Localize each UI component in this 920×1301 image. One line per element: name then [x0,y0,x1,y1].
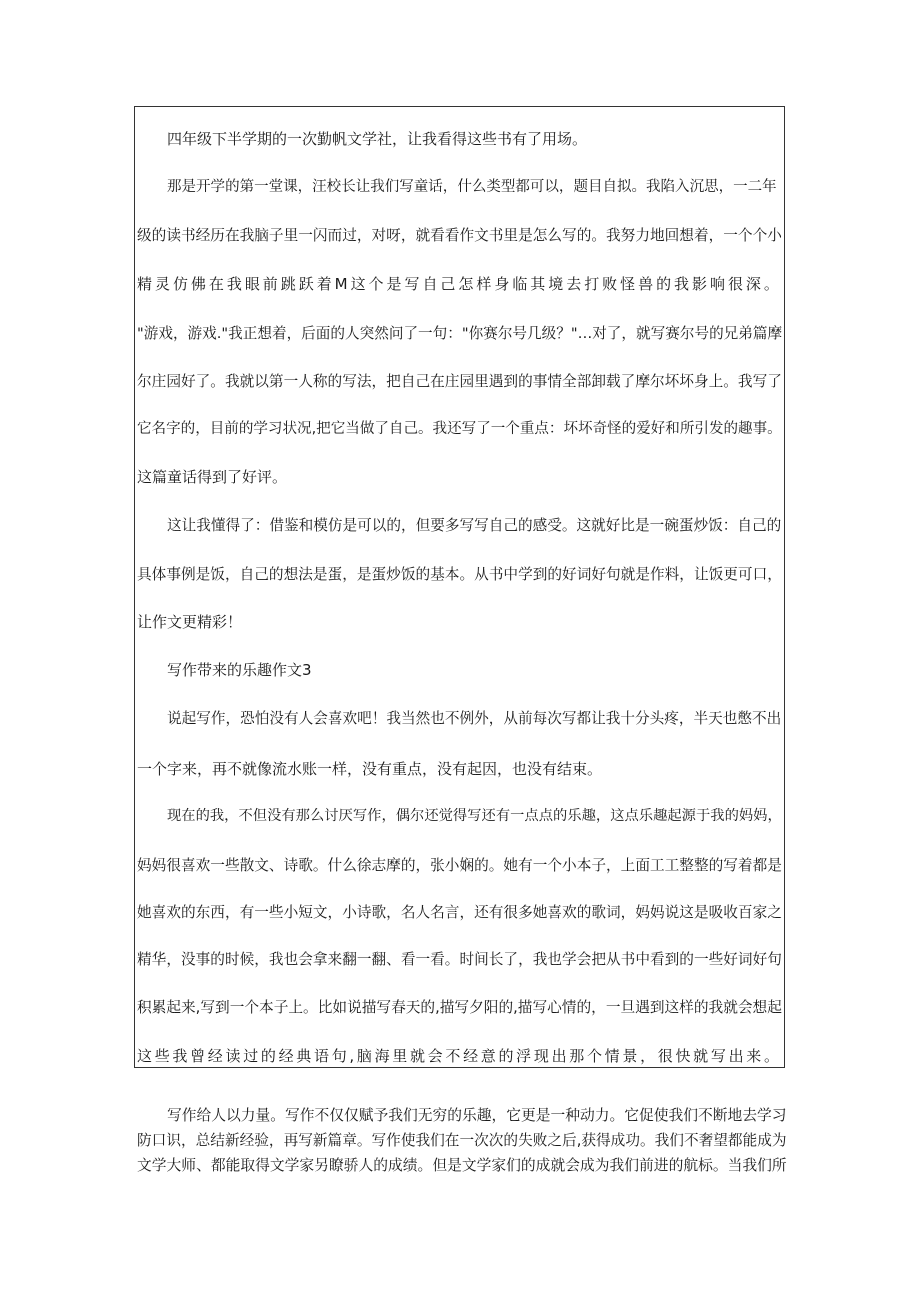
paragraph-line: 这些我曾经读过的经典语句,脑海里就会不经意的浮现出那个情景，很快就写出来。 [137,1047,782,1065]
paragraph-line: 那是开学的第一堂课，汪校长让我们写童话，什么类型都可以，题目自拟。我陷入沉思，一二年 [167,179,777,195]
paragraph-line: 具体事例是饭，自己的想法是蛋，是蛋炒饭的基本。从书中学到的好词好句就是作料，让饭更可口， [137,566,782,583]
paragraph-line: 现在的我，不但没有那么讨厌写作，偶尔还觉得写还有一点点的乐趣，这点乐趣起源于我的妈妈， [167,808,782,824]
paragraph-line: 精华，没事的时候，我也会拿来翻一翻、看一看。时间长了，我也学会把从书中看到的一些好词好句 [137,951,782,968]
paragraph-line: 四年级下半学期的一次勤帆文学社，让我看得这些书有了用场。 [167,130,588,148]
bordered-text-box [134,106,785,1068]
paragraph-line: 级的读书经历在我脑子里一闪而过，对呀，就看看作文书里是怎么写的。我努力地回想着，一个个小 [137,227,782,244]
section-heading: 写作带来的乐趣作文3 [167,661,312,679]
paragraph-line: "游戏，游戏."我正想着，后面的人突然问了一句："你赛尔号几级？"…对了，就写赛尔号的兄弟篇摩 [137,325,783,342]
paragraph-line: 她喜欢的东西，有一些小短文，小诗歌，名人名言，还有很多她喜欢的歌词，妈妈说这是吸收百家之 [137,904,782,921]
paragraph-line: 一个字来，再不就像流水账一样，没有重点，没有起因，也没有结束。 [137,760,603,778]
paragraph-line: 这让我懂得了：借鉴和模仿是可以的，但要多写写自己的感受。这就好比是一碗蛋炒饭：自己的 [167,517,782,534]
paragraph-line: 积累起来,写到一个本子上。比如说描写春天的,描写夕阳的,描写心情的，一旦遇到这样的我就会想起 [137,999,782,1016]
paragraph-line: 让作文更精彩！ [137,613,243,631]
paragraph-line: 防口识，总结新经验，再写新篇章。写作使我们在一次次的失败之后,获得成功。我们不奢望都能成为 [137,1132,787,1149]
paragraph-line: 妈妈很喜欢一些散文、诗歌。什么徐志摩的，张小娴的。她有一个小本子，上面工工整整的写着都是 [137,857,782,874]
paragraph-line: 写作给人以力量。写作不仅仅赋予我们无穷的乐趣，它更是一种动力。它促使我们不断地去学习 [167,1107,787,1124]
paragraph-line: 它名字的，目前的学习状况,把它当做了自己。我还写了一个重点：坏坏奇怪的爱好和所引发的趣事。 [137,420,782,437]
paragraph-line: 精灵仿佛在我眼前跳跃着M这个是写自己怎样身临其境去打败怪兽的我影响很深。 [137,275,782,293]
paragraph-line: 这篇童话得到了好评。 [137,468,288,486]
paragraph-line: 尔庄园好了。我就以第一人称的写法，把自己在庄园里遇到的事情全部卸载了摩尔坏坏身上。我写了 [137,373,782,390]
paragraph-line: 文学大师、都能取得文学家另瞭骄人的成绩。但是文学家们的成就会成为我们前进的航标。当我们所 [137,1157,787,1174]
paragraph-line: 说起写作，恐怕没有人会喜欢吧！我当然也不例外，从前每次写都让我十分头疼，半天也憋不出 [167,710,782,727]
